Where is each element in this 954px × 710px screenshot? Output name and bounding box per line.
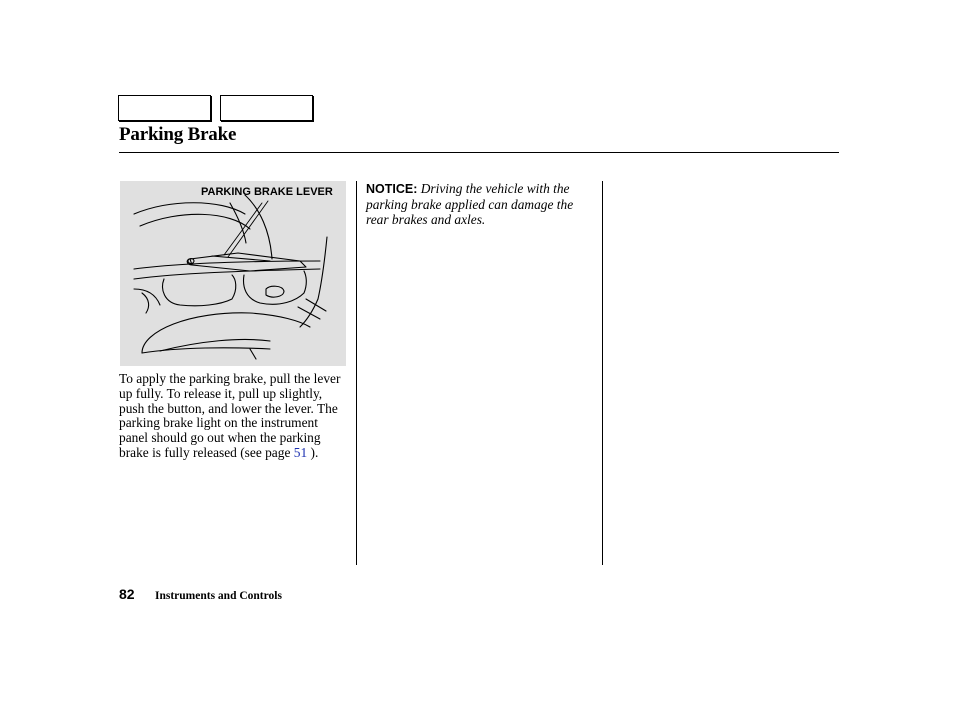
nav-button-previous[interactable] [118,95,211,121]
notice-block [366,181,596,227]
instruction-text-end: ). [307,444,319,460]
page-title: Parking Brake [119,124,237,145]
page-number: 82 [119,586,135,602]
parking-brake-illustration [120,181,346,366]
page-reference-link[interactable]: 51 [293,444,308,460]
notice-label: NOTICE: [366,182,418,196]
title-rule [119,152,839,153]
notice-text: Driving the vehicle with the parking brake applied can damage the rear brakes and axles. [366,181,574,227]
column-divider-right [602,181,603,565]
instruction-paragraph [119,372,349,461]
nav-button-next[interactable] [220,95,313,121]
section-name: Instruments and Controls [155,590,282,602]
parking-brake-drawing [120,181,346,366]
figure-callout-label: PARKING BRAKE LEVER [201,186,333,198]
instruction-text: To apply the parking brake, pull the lever up fully. To release it, pull up slightly, push the button, and lower the lever. The parking brake light on the instrument panel should go out when the parking brake is fully released (see page [119,371,341,460]
column-divider-left [356,181,357,565]
